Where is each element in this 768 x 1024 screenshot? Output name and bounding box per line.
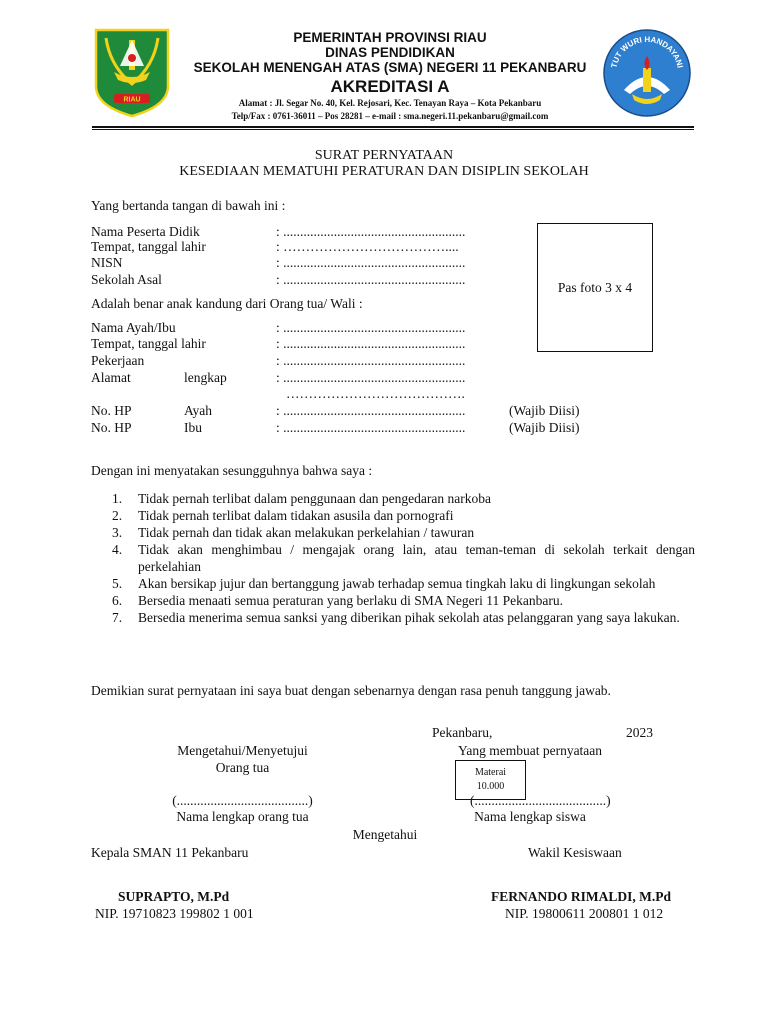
statement-item [91,490,695,507]
statement-text: Bersedia menaati semua peraturan yang berlaku di SMA Negeri 11 Pekanbaru. [138,593,563,608]
header-rule-thin [92,129,694,130]
materai-label: Materai [474,767,507,778]
statement-item [91,592,695,609]
field-value-occupation[interactable]: : ...................................................... [276,353,466,368]
intro-text: Yang bertanda tangan di bawah ini : [91,198,286,213]
closing-text: Demikian surat pernyataan ini saya buat dengan sebenarnya dengan rasa penuh tanggung jawab. [91,683,611,698]
statement-number: 5. [112,576,123,591]
parent-intro-text: Adalah benar anak kandung dari Orang tua/ Wali : [91,296,363,311]
header-contact: Telp/Fax : 0761-36011 – Pos 28281 – e-mail : sma.negeri.11.pekanbaru@gmail.com [231,111,549,121]
statement-item [91,609,695,626]
field-label-address: Alamat [91,370,131,385]
header-department: DINAS PENDIDIKAN [325,45,455,60]
header-government: PEMERINTAH PROVINSI RIAU [293,30,487,45]
sign-left-role: Kepala SMAN 11 Pekanbaru [91,845,249,860]
sign-right-nip: NIP. 19800611 200801 1 012 [505,906,664,921]
field-label-address-sub: lengkap [184,370,227,385]
header-address: Alamat : Jl. Segar No. 40, Kel. Rejosari, Kec. Tenayan Raya – Kota Pekanbaru [238,98,542,108]
field-value-parent-birth[interactable]: : ...................................................... [276,336,466,351]
statement-text: Tidak pernah terlibat dalam penggunaan dan pengedaran narkoba [138,491,491,506]
statement-item [91,541,695,575]
statement-text: Tidak pernah dan tidak akan melakukan perkelahian / tawuran [138,525,475,540]
sign-left-nip: NIP. 19710823 199802 1 001 [95,906,254,921]
statement-text: Tidak akan menghimbau / mengajak orang lain, atau teman-teman di sekolah terkait dengan perkelahian [138,542,695,574]
sign-year: 2023 [626,725,653,740]
statement-text: Tidak pernah terlibat dalam tidakan asusila dan pornografi [138,508,454,523]
field-value-student-name[interactable]: : ...................................................... [276,224,466,239]
field-label-phone-father: No. HP [91,403,132,418]
field-value-origin-school[interactable]: : ...................................................... [276,272,466,287]
field-label-birth: Tempat, tanggal lahir [91,239,206,254]
field-label-student-name: Nama Peserta Didik [91,224,200,239]
required-note-mother: (Wajib Diisi) [509,420,580,435]
statement-number: 1. [112,491,123,506]
statement-item [91,507,695,524]
field-label-nisn: NISN [91,255,123,270]
field-value-nisn[interactable]: : ...................................................... [276,255,466,270]
statement-text: Bersedia menerima semua sanksi yang diberikan pihak sekolah atas pelanggaran yang saya lakukan. [138,610,680,625]
field-label-parent-name: Nama Ayah/Ibu [91,320,176,335]
sign-right-name: FERNANDO RIMALDI, M.Pd [491,889,671,904]
field-label-phone-father-sub: Ayah [184,403,213,418]
statement-number: 6. [112,593,123,608]
sign-left-heading: Mengetahui/Menyetujui [177,743,308,758]
declaration-intro: Dengan ini menyatakan sesungguhnya bahwa saya : [91,463,373,478]
sign-right-heading: Yang membuat pernyataan [457,743,603,758]
field-value-birth[interactable]: : ……………………………….... [276,239,459,254]
field-value-phone-father[interactable]: : ...................................................... [276,403,466,418]
field-label-phone-mother: No. HP [91,420,132,435]
photo-placeholder [537,223,653,352]
sign-left-sub: Orang tua [215,760,270,775]
tut-wuri-text: TUT WURI HANDAYANI [609,34,685,69]
sign-left-name: SUPRAPTO, M.Pd [118,889,230,904]
sign-left-blank[interactable]: (.......................................) [172,793,313,808]
statement-item [91,524,695,541]
field-label-origin-school: Sekolah Asal [91,272,162,287]
statement-item [91,575,695,592]
sign-right-role: Wakil Kesiswaan [528,845,622,860]
sign-left-caption: Nama lengkap orang tua [176,809,309,824]
field-value-address[interactable]: : ...................................................... [276,370,466,385]
statement-text: Akan bersikap jujur dan bertanggung jawab terhadap semua tingkah laku di lingkungan sekolah [138,576,656,591]
required-note-father: (Wajib Diisi) [509,403,580,418]
field-label-phone-mother-sub: Ibu [184,420,202,435]
materai-value: 10.000 [476,781,505,792]
statement-list [91,490,695,626]
statement-number: 3. [112,525,123,540]
header-school: SEKOLAH MENENGAH ATAS (SMA) NEGERI 11 PEKANBARU [193,60,587,75]
field-value-phone-mother[interactable]: : ...................................................... [276,420,466,435]
riau-emblem-logo [92,26,172,118]
field-value-address-cont[interactable]: …………………………………. [286,386,465,401]
document-title: SURAT PERNYATAAN [314,148,454,163]
field-label-occupation: Pekerjaan [91,353,145,368]
sign-right-caption: Nama lengkap siswa [474,809,586,824]
header-rule-thick [92,126,694,128]
statement-number: 2. [112,508,123,523]
field-value-parent-name[interactable]: : ...................................................... [276,320,466,335]
photo-label: Pas foto 3 x 4 [557,279,633,295]
field-label-parent-birth: Tempat, tanggal lahir [91,336,206,351]
tut-wuri-handayani-logo [602,28,692,118]
sign-mengetahui: Mengetahui [352,827,418,842]
sign-right-blank[interactable]: (.......................................) [470,793,611,808]
header-accreditation: AKREDITASI A [330,77,450,96]
riau-logo-text: RIAU [123,96,141,104]
statement-number: 4. [112,542,123,557]
statement-number: 7. [112,610,123,625]
sign-place: Pekanbaru, [432,725,493,740]
document-subtitle: KESEDIAAN MEMATUHI PERATURAN DAN DISIPLIN SEKOLAH [179,164,589,179]
